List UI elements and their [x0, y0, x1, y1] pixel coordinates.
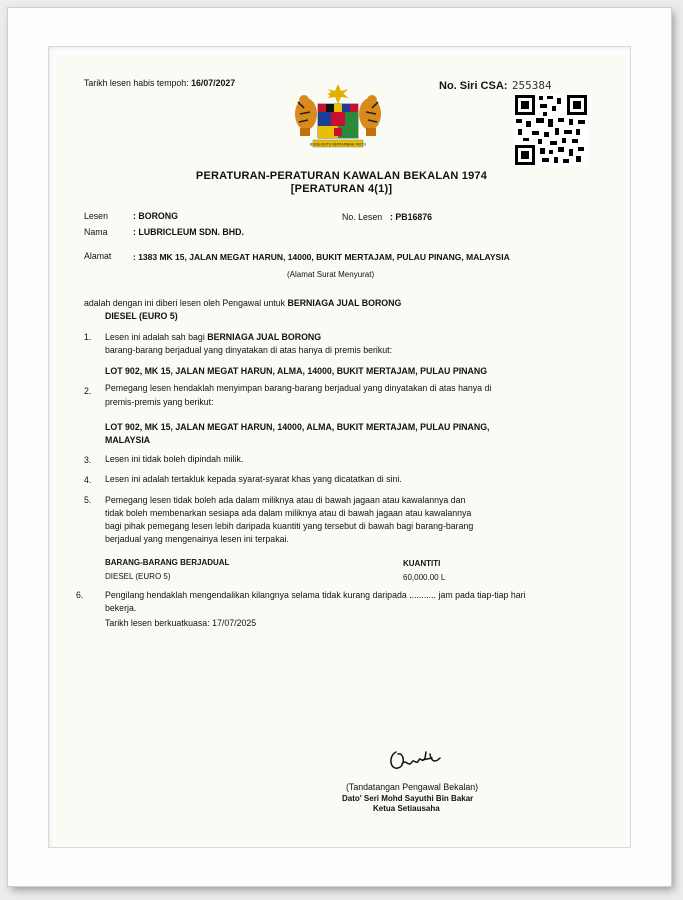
lesen-label: Lesen [84, 211, 108, 221]
csa-serial: No. Siri CSA: 255384 [439, 79, 552, 92]
item-3-text: Lesen ini tidak boleh dipindah milik. [105, 454, 244, 464]
lesen-value: : BORONG [133, 211, 178, 221]
item-5-line2: tidak boleh membenarkan sesiapa ada dalam miliknya atau di bawah jagaan atau kawalannya [105, 508, 472, 518]
item-1-text: Lesen ini adalah sah bagi BERNIAGA JUAL BORONG [105, 332, 322, 342]
license-document [56, 56, 627, 846]
item-1-text2: barang-barang berjadual yang dinyatakan di atas hanya di premis berikut: [105, 345, 393, 355]
regulation-subtitle: [PERATURAN 4(1)] [290, 183, 393, 195]
item-5-line4: berjadual yang mengenainya lesen ini terpakai. [105, 534, 289, 544]
item-number: 3. [84, 455, 92, 465]
regulation-title: PERATURAN-PERATURAN KAWALAN BEKALAN 1974 [195, 170, 488, 182]
table-header-goods: BARANG-BARANG BERJADUAL [105, 558, 230, 567]
signature-caption: (Tandatangan Pengawal Bekalan) [346, 782, 479, 792]
item-number: 5. [84, 495, 92, 505]
item-number: 6. [76, 590, 84, 600]
no-lesen-label: No. Lesen [342, 212, 383, 222]
item-1-premise-address: LOT 902, MK 15, JALAN MEGAT HARUN, ALMA, 14000, BUKIT MERTAJAM, PULAU PINANG [105, 366, 488, 376]
item-number: 4. [84, 475, 92, 485]
alamat-value: : 1383 MK 15, JALAN MEGAT HARUN, 14000, BUKIT MERTAJAM, PULAU PINANG, MALAYSIA [133, 252, 510, 262]
alamat-note: (Alamat Surat Menyurat) [287, 270, 375, 279]
item-2-storage-address-line1: LOT 902, MK 15, JALAN MEGAT HARUN, 14000, ALMA, BUKIT MERTAJAM, PULAU PINANG, [105, 422, 490, 432]
alamat-label: Alamat [84, 251, 112, 261]
qr-code-icon [514, 94, 588, 166]
item-5-line3: bagi pihak pemegang lesen lebih daripada kuantiti yang tersebut di bawah bagi barang-barang [105, 521, 474, 531]
item-2-storage-address-line2: MALAYSIA [105, 435, 151, 445]
item-number: 1. [84, 332, 92, 342]
malaysia-coat-of-arms-icon [288, 82, 388, 152]
item-number: 2. [84, 386, 92, 396]
license-intro: adalah dengan ini diberi lesen oleh Pengawal untuk BERNIAGA JUAL BORONG [84, 298, 402, 308]
nama-value: : LUBRICLEUM SDN. BHD. [133, 227, 244, 237]
expiry-date: Tarikh lesen habis tempoh: 16/07/2027 [84, 78, 236, 88]
signatory-name: Dato' Seri Mohd Sayuthi Bin Bakar [342, 794, 474, 803]
licensed-goods: DIESEL (EURO 5) [105, 311, 178, 321]
table-header-quantity: KUANTITI [403, 559, 441, 568]
signatory-position: Ketua Setiausaha [373, 804, 440, 813]
table-row-goods: DIESEL (EURO 5) [105, 572, 171, 581]
item-2-text2: premis-premis yang berikut: [105, 397, 214, 407]
effective-date: Tarikh lesen berkuatkuasa: 17/07/2025 [105, 618, 257, 628]
item-4-text: Lesen ini adalah tertakluk kepada syarat-syarat khas yang dicatatkan di sini. [105, 474, 402, 484]
item-6-line1: Pengilang hendaklah mengendalikan kilangnya selama tidak kurang daripada ........... jam pada tiap-tiap hari [105, 590, 526, 600]
item-2-text: Pemegang lesen hendaklah menyimpan barang-barang berjadual yang dinyatakan di atas hanya di [105, 383, 492, 393]
item-6-line2: bekerja. [105, 603, 137, 613]
item-5-line1: Pemegang lesen tidak boleh ada dalam miliknya atau di bawah jagaan atau kawalannya dan [105, 495, 466, 505]
table-row-quantity: 60,000.00 L [403, 573, 446, 582]
nama-label: Nama [84, 227, 108, 237]
svg-text:BERSEKUTU BERTAMBAH MUTU: BERSEKUTU BERTAMBAH MUTU [309, 142, 367, 147]
no-lesen-value: : PB16876 [390, 212, 433, 222]
handwritten-signature-icon [386, 744, 444, 774]
